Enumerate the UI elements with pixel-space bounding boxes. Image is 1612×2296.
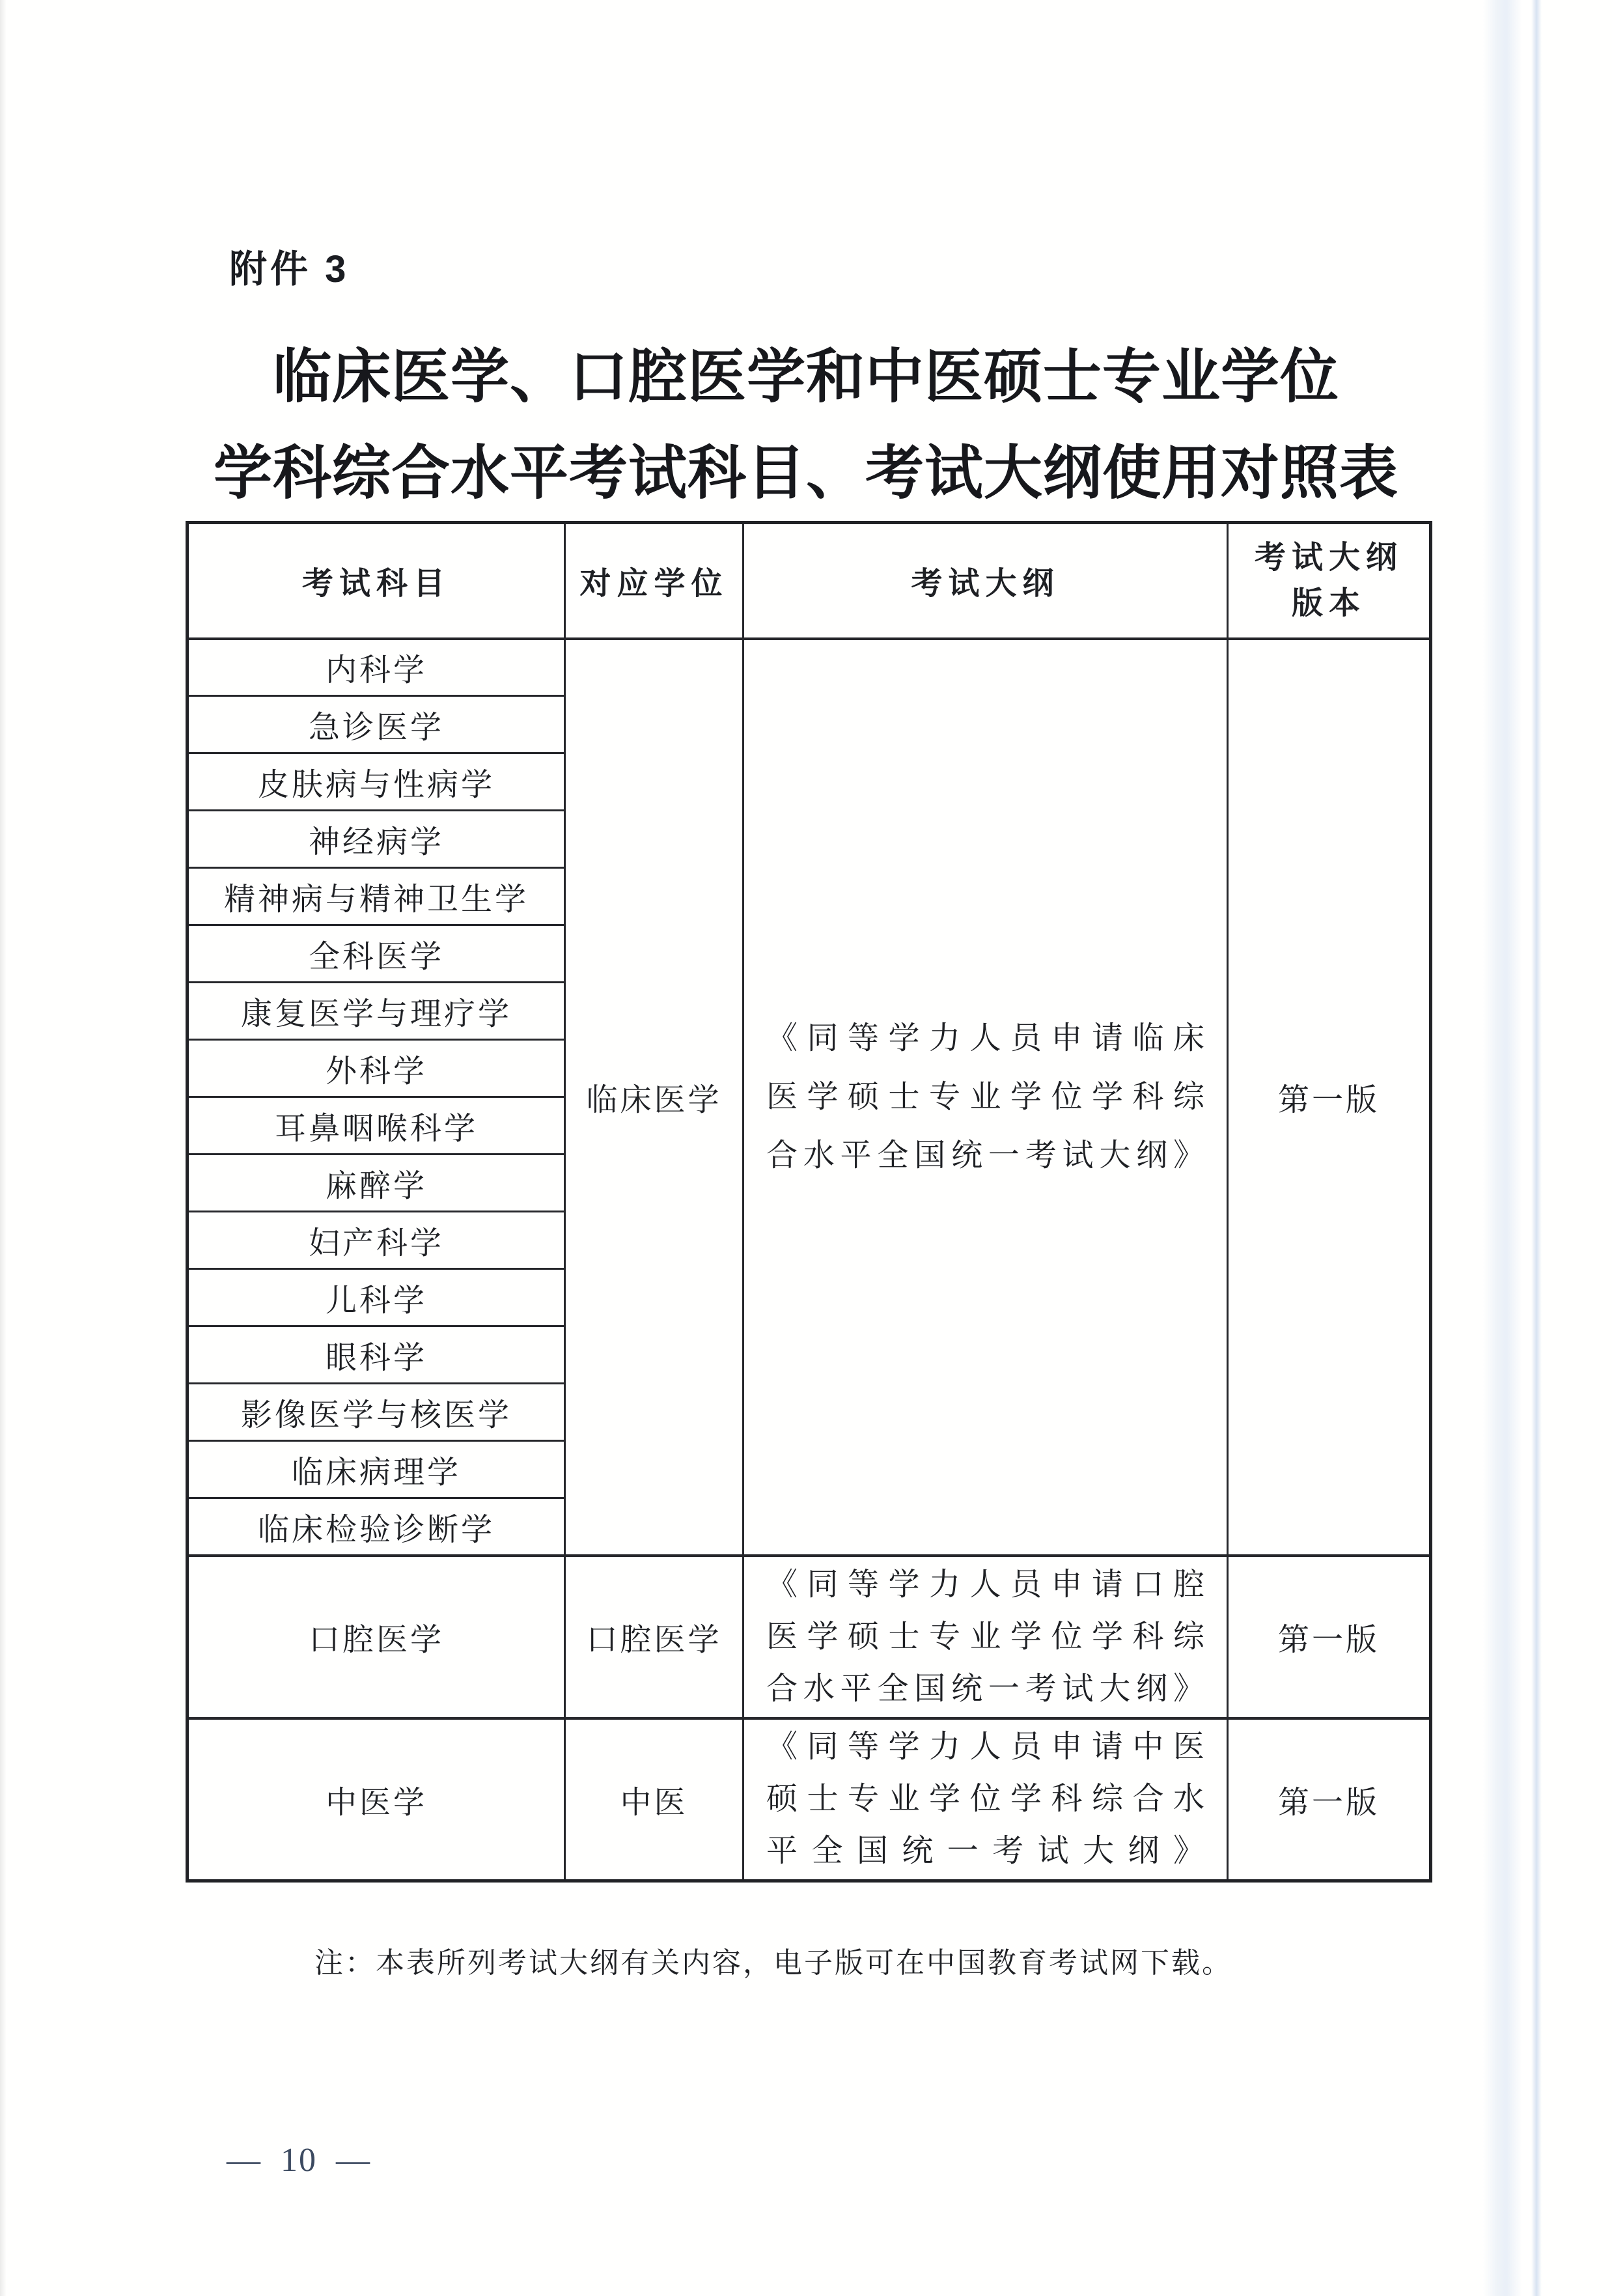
outline-line: 合水平全国统一考试大纲》 xyxy=(766,1671,1204,1706)
subject-cell: 临床病理学 xyxy=(188,1441,565,1498)
exam-outline-table xyxy=(186,521,1432,1883)
subject-cell: 神经病学 xyxy=(188,811,565,868)
outline-line: 平全国统一考试大纲》 xyxy=(766,1834,1204,1869)
subject-cell: 中医学 xyxy=(188,1718,565,1881)
header-outline-version xyxy=(1228,523,1431,639)
scan-streak xyxy=(1531,0,1542,2296)
attachment-label: 附件 3 xyxy=(229,248,350,290)
outline-line: 《同等学力人员申请中医 xyxy=(766,1729,1204,1765)
table-header-row xyxy=(188,523,1431,639)
document-title-line2: 学科综合水平考试科目、考试大纲使用对照表 xyxy=(214,441,1398,506)
header-degree: 对应学位 xyxy=(565,523,743,639)
scan-edge-shade xyxy=(0,0,7,2296)
version-cell-tcm: 第一版 xyxy=(1228,1718,1431,1881)
subject-cell: 影像医学与核医学 xyxy=(188,1384,565,1441)
page-number: — 10 — xyxy=(227,2142,371,2179)
subject-cell: 精神病与精神卫生学 xyxy=(188,868,565,925)
subject-cell: 皮肤病与性病学 xyxy=(188,753,565,811)
subject-cell: 麻醉学 xyxy=(188,1155,565,1212)
subject-cell: 妇产科学 xyxy=(188,1212,565,1269)
version-cell-clinical: 第一版 xyxy=(1228,639,1431,1556)
degree-cell-tcm: 中医 xyxy=(565,1718,743,1881)
subject-cell: 外科学 xyxy=(188,1040,565,1097)
outline-line: 医学硕士专业学位学科综 xyxy=(766,1619,1204,1654)
header-outline-version-line2: 版本 xyxy=(1291,585,1366,621)
subject-cell: 临床检验诊断学 xyxy=(188,1498,565,1556)
table-row-stomatology xyxy=(188,1556,1431,1718)
subject-cell: 急诊医学 xyxy=(188,696,565,753)
subject-cell: 康复医学与理疗学 xyxy=(188,983,565,1040)
outline-line: 《同等学力人员申请临床 xyxy=(766,1020,1204,1056)
outline-line: 硕士专业学位学科综合水 xyxy=(766,1782,1204,1817)
outline-line: 医学硕士专业学位学科综 xyxy=(766,1079,1204,1114)
scan-streak xyxy=(1483,0,1522,2296)
subject-cell: 口腔医学 xyxy=(188,1556,565,1718)
document-title xyxy=(184,329,1428,522)
header-outline-version-line1: 考试大纲 xyxy=(1254,540,1403,575)
footnote: 注：本表所列考试大纲有关内容，电子版可在中国教育考试网下载。 xyxy=(314,1947,1232,1979)
outline-cell-tcm xyxy=(743,1718,1228,1881)
table-row-tcm xyxy=(188,1718,1431,1881)
version-cell-stomatology: 第一版 xyxy=(1228,1556,1431,1718)
document-title-line1: 临床医学、口腔医学和中医硕士专业学位 xyxy=(273,344,1339,410)
subject-cell: 眼科学 xyxy=(188,1326,565,1384)
subject-cell: 内科学 xyxy=(188,639,565,696)
subject-cell: 全科医学 xyxy=(188,925,565,983)
table-row xyxy=(188,639,1431,696)
outline-cell-stomatology xyxy=(743,1556,1228,1718)
outline-line: 合水平全国统一考试大纲》 xyxy=(766,1138,1204,1173)
header-exam-outline: 考试大纲 xyxy=(743,523,1228,639)
subject-cell: 耳鼻咽喉科学 xyxy=(188,1097,565,1155)
header-exam-subject: 考试科目 xyxy=(188,523,565,639)
degree-cell-stomatology: 口腔医学 xyxy=(565,1556,743,1718)
degree-cell-clinical: 临床医学 xyxy=(565,639,743,1556)
outline-line: 《同等学力人员申请口腔 xyxy=(766,1567,1204,1602)
subject-cell: 儿科学 xyxy=(188,1269,565,1326)
outline-cell-clinical xyxy=(743,639,1228,1556)
